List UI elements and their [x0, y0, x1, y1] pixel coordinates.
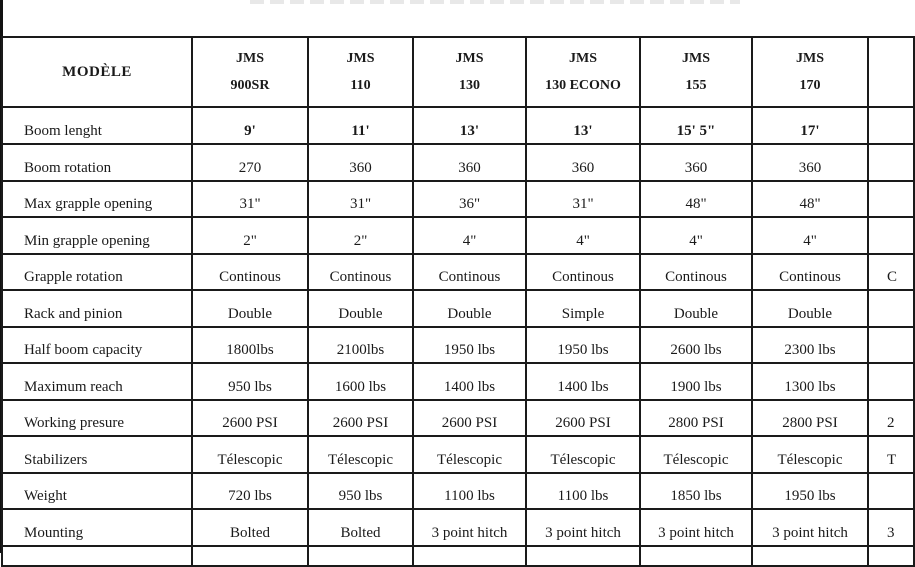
spec-row [2, 473, 914, 510]
spec-row [2, 363, 914, 400]
spec-value: 1100 lbs [526, 473, 640, 510]
spec-label: Rack and pinion [2, 290, 192, 327]
spec-label: Boom lenght [2, 107, 192, 144]
spec-value: 31" [308, 181, 413, 218]
spec-value: Double [413, 290, 526, 327]
spec-value: 2800 PSI [640, 400, 752, 437]
spec-value: 4" [752, 217, 868, 254]
spec-value: Continous [192, 254, 308, 291]
model-header: JMS 130 [413, 37, 526, 107]
spec-value: Continous [308, 254, 413, 291]
spec-label: Working presure [2, 400, 192, 437]
spec-value: 1950 lbs [752, 473, 868, 510]
spec-value-cutoff: T [868, 436, 914, 473]
spec-label: Max grapple opening [2, 181, 192, 218]
spec-value: Double [308, 290, 413, 327]
spec-value: 3 point hitch [640, 509, 752, 546]
spec-value: 3 point hitch [413, 509, 526, 546]
empty-cell [192, 546, 308, 566]
model-header: JMS 110 [308, 37, 413, 107]
spec-value-cutoff [868, 363, 914, 400]
spec-table [1, 36, 915, 567]
header-row [2, 37, 914, 107]
spec-value: 270 [192, 144, 308, 181]
spec-value: Bolted [308, 509, 413, 546]
spec-label: Min grapple opening [2, 217, 192, 254]
spec-value: 1300 lbs [752, 363, 868, 400]
spec-value: Double [640, 290, 752, 327]
empty-row [2, 546, 914, 566]
spec-value: 1600 lbs [308, 363, 413, 400]
spec-value-cutoff [868, 290, 914, 327]
spec-value: Double [192, 290, 308, 327]
spec-value: 360 [308, 144, 413, 181]
model-header: JMS 900SR [192, 37, 308, 107]
spec-value: Continous [526, 254, 640, 291]
spec-value-cutoff [868, 181, 914, 218]
spec-row [2, 327, 914, 364]
empty-cell [868, 546, 914, 566]
spec-label: Mounting [2, 509, 192, 546]
spec-value: 13' [526, 107, 640, 144]
spec-value-cutoff [868, 107, 914, 144]
spec-value: 17' [752, 107, 868, 144]
spec-row [2, 181, 914, 218]
spec-row [2, 436, 914, 473]
spec-value: Continous [413, 254, 526, 291]
spec-row [2, 107, 914, 144]
spec-row [2, 290, 914, 327]
spec-label: Maximum reach [2, 363, 192, 400]
spec-value: 950 lbs [192, 363, 308, 400]
spec-value: Continous [752, 254, 868, 291]
spec-label: Half boom capacity [2, 327, 192, 364]
spec-value: Télescopic [752, 436, 868, 473]
spec-value: 9' [192, 107, 308, 144]
spec-value: 950 lbs [308, 473, 413, 510]
spec-value: Télescopic [308, 436, 413, 473]
empty-cell [640, 546, 752, 566]
spec-value: 2" [308, 217, 413, 254]
spec-value: 2300 lbs [752, 327, 868, 364]
spec-value: 1900 lbs [640, 363, 752, 400]
spec-value: 1950 lbs [413, 327, 526, 364]
spec-label: Weight [2, 473, 192, 510]
spec-label: Grapple rotation [2, 254, 192, 291]
spec-value: Télescopic [413, 436, 526, 473]
spec-value: 2600 PSI [413, 400, 526, 437]
spec-value: 1400 lbs [526, 363, 640, 400]
empty-cell [526, 546, 640, 566]
cut-off-title [250, 0, 740, 4]
model-header: JMS 170 [752, 37, 868, 107]
spec-value: 1100 lbs [413, 473, 526, 510]
spec-value: 2" [192, 217, 308, 254]
spec-value: 4" [640, 217, 752, 254]
spec-value: 2600 PSI [308, 400, 413, 437]
spec-row [2, 144, 914, 181]
spec-row [2, 509, 914, 546]
spec-value: Continous [640, 254, 752, 291]
spec-value: 360 [752, 144, 868, 181]
spec-value: 36" [413, 181, 526, 218]
spec-value: 13' [413, 107, 526, 144]
spec-value-cutoff: 2 [868, 400, 914, 437]
spec-value: 4" [526, 217, 640, 254]
spec-value: 3 point hitch [752, 509, 868, 546]
spec-row [2, 254, 914, 291]
spec-value: Télescopic [192, 436, 308, 473]
model-header: JMS 155 [640, 37, 752, 107]
spec-value: Bolted [192, 509, 308, 546]
spec-value: 360 [526, 144, 640, 181]
spec-value: 1400 lbs [413, 363, 526, 400]
model-header: JMS 130 ECONO [526, 37, 640, 107]
spec-value: 360 [640, 144, 752, 181]
spec-row [2, 217, 914, 254]
spec-value: 360 [413, 144, 526, 181]
spec-value: 31" [192, 181, 308, 218]
spec-value-cutoff [868, 217, 914, 254]
spec-value: 1950 lbs [526, 327, 640, 364]
spec-value: 48" [640, 181, 752, 218]
spec-value: 1850 lbs [640, 473, 752, 510]
spec-value-cutoff [868, 473, 914, 510]
empty-cell [752, 546, 868, 566]
spec-value: 31" [526, 181, 640, 218]
spec-value: 11' [308, 107, 413, 144]
empty-cell [308, 546, 413, 566]
spec-value: Télescopic [526, 436, 640, 473]
spec-value: Télescopic [640, 436, 752, 473]
spec-value-cutoff: C [868, 254, 914, 291]
empty-cell [413, 546, 526, 566]
spec-value: 48" [752, 181, 868, 218]
model-header-cutoff [868, 37, 914, 107]
spec-row [2, 400, 914, 437]
spec-value-cutoff [868, 144, 914, 181]
spec-value: 2800 PSI [752, 400, 868, 437]
spec-value: 4" [413, 217, 526, 254]
spec-value: 2600 PSI [526, 400, 640, 437]
spec-value-cutoff [868, 327, 914, 364]
spec-label: Boom rotation [2, 144, 192, 181]
spec-value: 3 point hitch [526, 509, 640, 546]
model-header-label: MODÈLE [2, 37, 192, 107]
spec-value: 720 lbs [192, 473, 308, 510]
spec-value: Double [752, 290, 868, 327]
spec-value-cutoff: 3 [868, 509, 914, 546]
spec-value: 2600 PSI [192, 400, 308, 437]
spec-value: 2600 lbs [640, 327, 752, 364]
spec-value: Simple [526, 290, 640, 327]
spec-label: Stabilizers [2, 436, 192, 473]
empty-cell [2, 546, 192, 566]
spec-value: 2100lbs [308, 327, 413, 364]
spec-value: 1800lbs [192, 327, 308, 364]
spec-value: 15' 5" [640, 107, 752, 144]
